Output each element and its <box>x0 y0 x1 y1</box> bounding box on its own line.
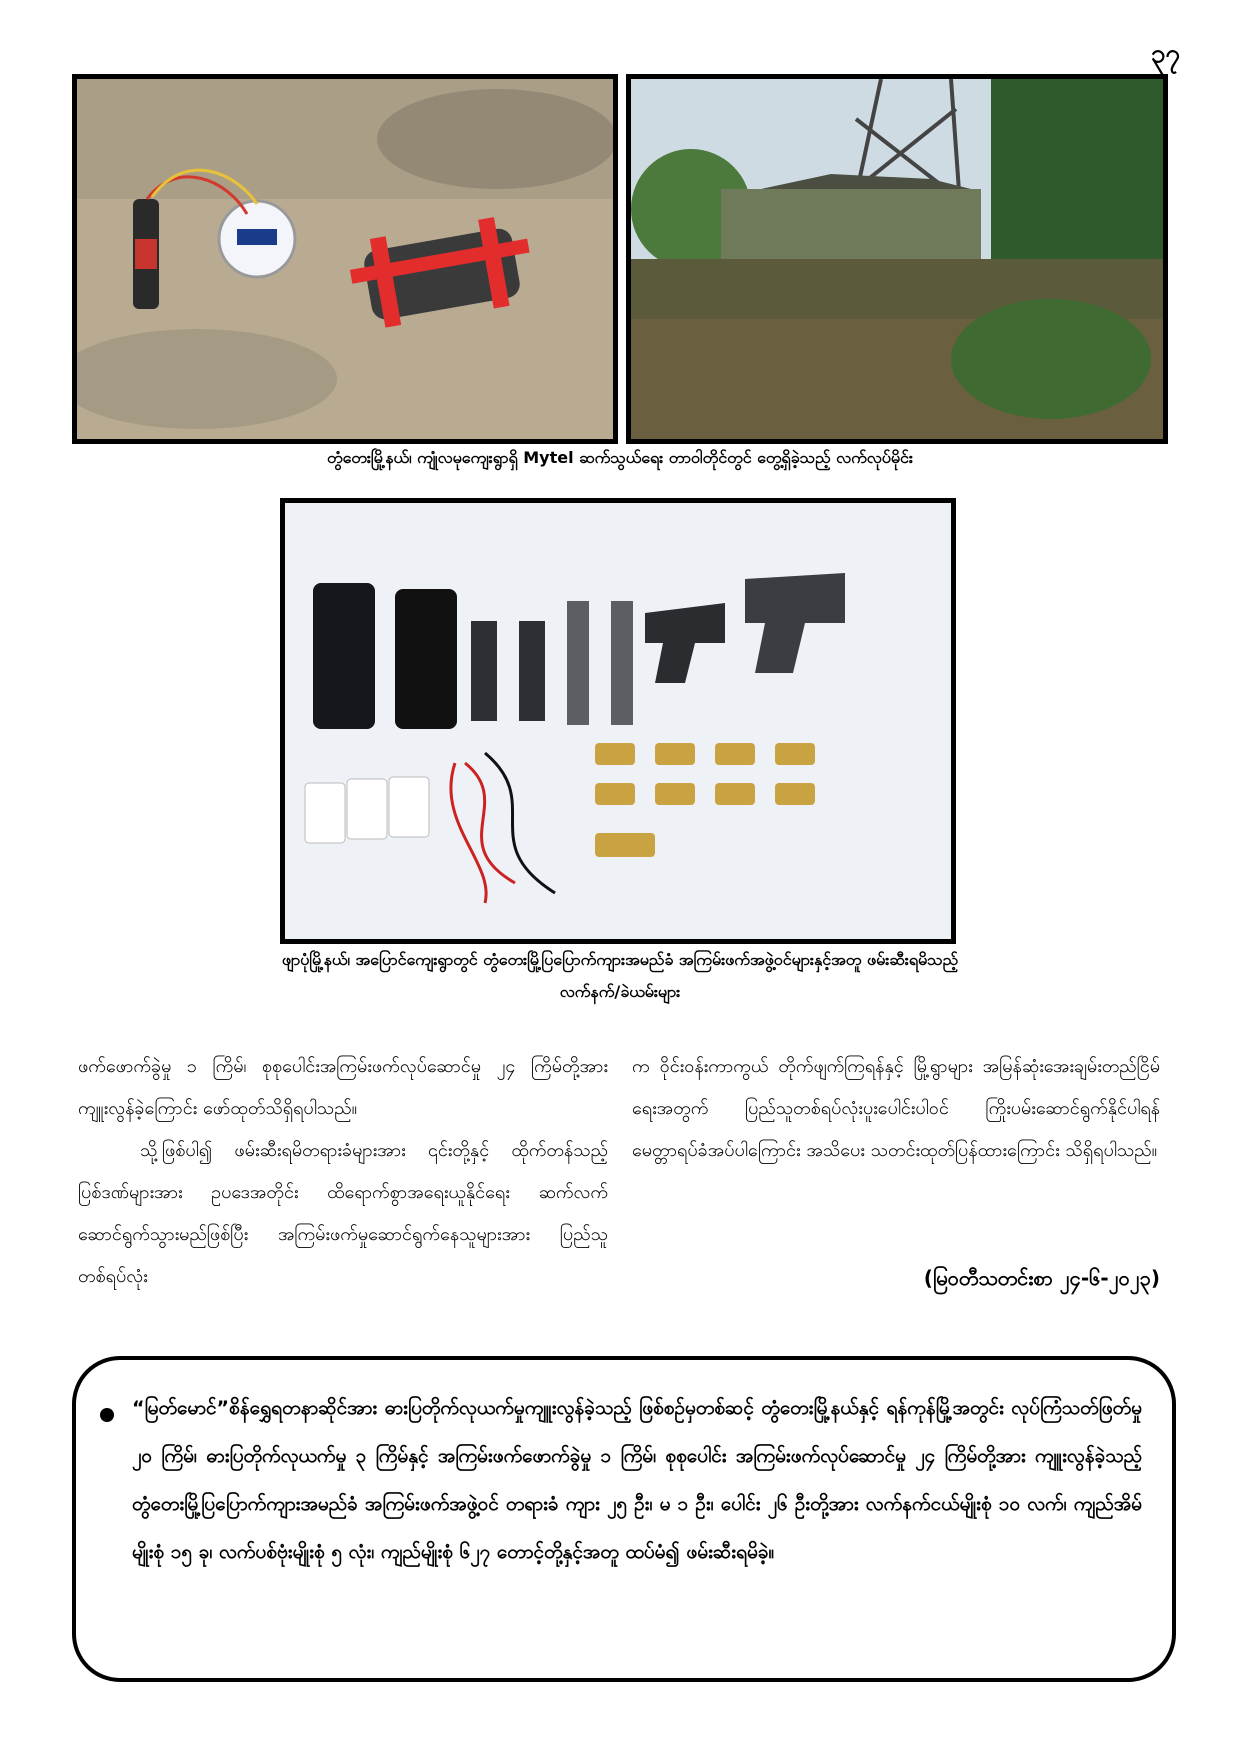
explosive-device-icon <box>77 79 613 439</box>
body-right-column <box>632 1046 1160 1246</box>
news-source: (မြဝတီသတင်းစာ ၂၄-၆-၂၀၂၃) <box>923 1266 1160 1290</box>
summary-text: “မြတ်မောင်”စိန်ရွှေရတနာဆိုင်အား ဓားပြတိုက်လုယက်မှုကျူးလွန်ခဲ့သည့် ဖြစ်စဉ်မှတစ်ဆင့် တွံတေးမြို့နယ်နှင့် ရန်ကုန်မြို့အတွင်း လုပ်ကြံသတ်ဖြတ်မှု ၂၀ ကြိမ်၊ ဓားပြတိုက်လုယက်မှု ၃ ကြိမ်နှင့် အကြမ်းဖက်ဖောက်ခွဲမှု ၁ ကြိမ်၊ စုစုပေါင်း အကြမ်းဖက်လုပ်ဆောင်မှု ၂၄ ကြိမ်တို့အား ကျူးလွန်ခဲ့သည့် တွံတေးမြို့ပြပြောက်ကျားအမည်ခံ အကြမ်းဖက်အဖွဲ့ဝင် တရားခံ ကျား ၂၅ ဦး၊ မ ၁ ဦး၊ ပေါင်း ၂၆ ဦးတို့အား လက်နက်ငယ်မျိုးစုံ ၁၀ လက်၊ ကျည်အိမ်မျိုးစုံ ၁၅ ခု၊ လက်ပစ်ဗုံးမျိုးစုံ ၅ လုံး၊ ကျည်မျိုးစုံ ၆၂၇ တောင့်တို့နှင့်အတူ ထပ်မံ၍ ဖမ်းဆီးရမိခဲ့။ <box>132 1397 1142 1563</box>
body-left-column <box>78 1046 608 1306</box>
body-left-paragraph-1: ဖက်ဖောက်ခွဲမှု ၁ ကြိမ်၊ စုစုပေါင်းအကြမ်းဖက်လုပ်ဆောင်မှု ၂၄ ကြိမ်တို့အား ကျူးလွန်ခဲ့ကြောင်း ဖော်ထုတ်သိရှိရပါသည်။ <box>78 1056 608 1119</box>
photo-seized-items <box>280 498 956 944</box>
seized-items-icon <box>285 503 951 939</box>
photo-landmine <box>72 74 618 444</box>
photo-tower <box>626 74 1168 444</box>
caption-middle-line1: ဖျာပုံမြို့နယ်၊ အပြောင်ကျေးရွာတွင် တွံတေးမြို့ပြပြောက်ကျားအမည်ခံ အကြမ်းဖက်အဖွဲ့ဝင်များနှင့်အတူ ဖမ်းဆီးရမိသည့် <box>281 950 959 969</box>
caption-top: တွံတေးမြို့နယ်၊ ကျုံလမုကျေးရွာရှိ Mytel ဆက်သွယ်ရေး တာဝါတိုင်တွင် တွေ့ရှိခဲ့သည့် လက်လုပ်မိုင်း <box>327 448 913 467</box>
caption-middle-line2: လက်နက်/ခဲယမ်းများ <box>559 982 681 1001</box>
tower-icon <box>631 79 1163 439</box>
bullet-icon <box>100 1408 114 1422</box>
body-right-paragraph-1: က ဝိုင်းဝန်းကာကွယ် တိုက်ဖျက်ကြရန်နှင့် မြို့ရွာများ အမြန်ဆုံးအေးချမ်းတည်ငြိမ်ရေးအတွက် ပြည်သူတစ်ရပ်လုံးပူးပေါင်းပါဝင် ကြိုးပမ်းဆောင်ရွက်နိုင်ပါရန် မေတ္တာရပ်ခံအပ်ပါကြောင်း အသိပေး သတင်းထုတ်ပြန်ထားကြောင်း သိရှိရပါသည်။ <box>632 1056 1160 1161</box>
page-number: ၃၇ <box>1150 39 1180 69</box>
summary-box <box>72 1356 1176 1682</box>
body-left-paragraph-2: သို့ဖြစ်ပါ၍ ဖမ်းဆီးရမိတရားခံများအား ၎င်းတို့နှင့် ထိုက်တန်သည့် ပြစ်ဒဏ်များအား ဥပဒေအတိုင်း ထိရောက်စွာအရေးယူနိုင်ရေး ဆက်လက်ဆောင်ရွက်သွားမည်ဖြစ်ပြီး အကြမ်းဖက်မှုဆောင်ရွက်နေသူများအား ပြည်သူတစ်ရပ်လုံး <box>78 1140 608 1287</box>
